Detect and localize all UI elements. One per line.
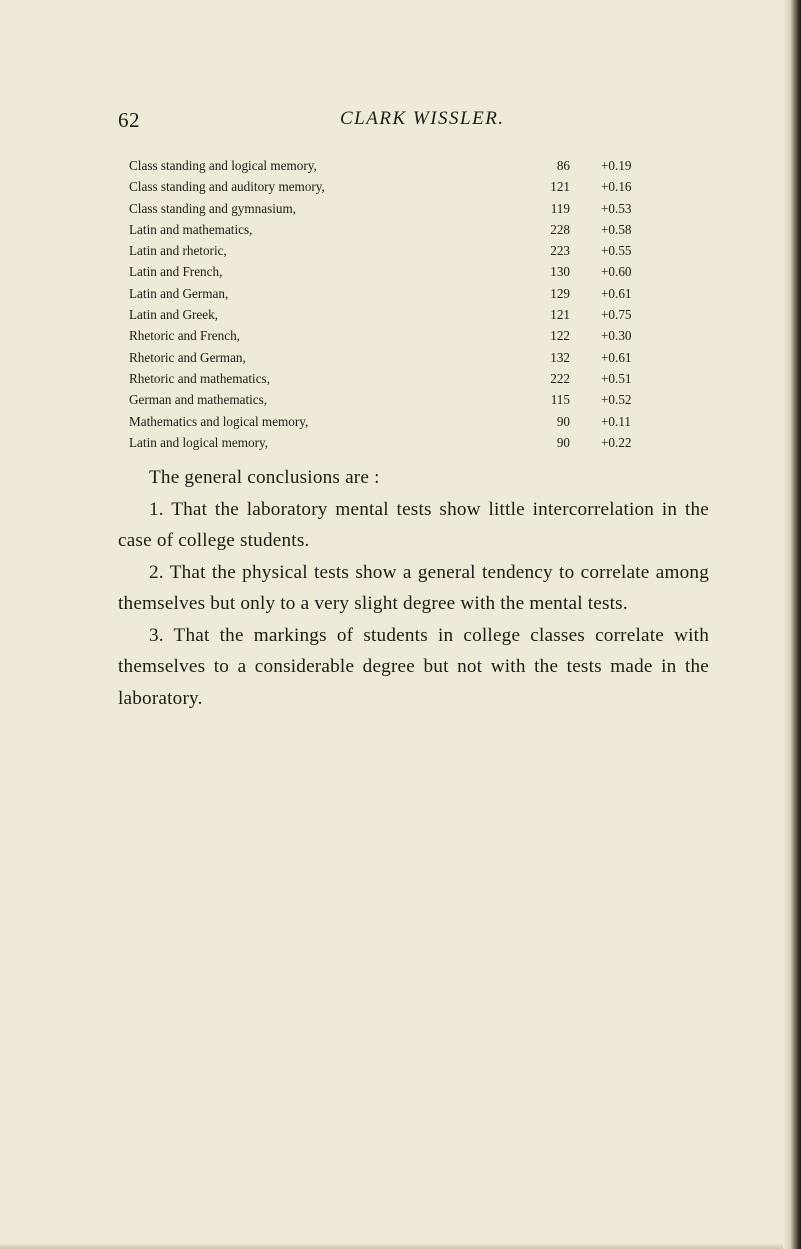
table-row: [129, 389, 694, 410]
row-label: Latin and logical memory,: [129, 434, 269, 450]
row-coefficient: +0.30: [601, 328, 632, 344]
row-label: Latin and mathematics,: [129, 221, 253, 237]
row-coefficient: +0.11: [601, 413, 632, 429]
row-label: Latin and French,: [129, 264, 223, 280]
row-number: 119: [550, 200, 570, 216]
table-row: [129, 347, 694, 368]
row-number: 223: [550, 243, 570, 259]
row-label: Latin and rhetoric,: [129, 243, 227, 259]
row-label: Class standing and auditory memory,: [129, 179, 325, 195]
page-header: [118, 108, 708, 138]
row-number: 132: [550, 349, 570, 365]
table-row: [129, 261, 694, 282]
row-coefficient: +0.51: [601, 370, 632, 386]
row-number: 129: [550, 285, 570, 301]
page-bottom-edge: [0, 1243, 783, 1249]
table-row: [129, 325, 694, 346]
conclusion-item: 3. That the markings of students in college classes correlate with themselves to a considerable degree but not with the tests made in the laboratory.: [118, 624, 709, 709]
row-label: Latin and German,: [129, 285, 229, 301]
row-coefficient: +0.53: [601, 200, 632, 216]
row-number: 90: [556, 434, 570, 450]
row-coefficient: +0.61: [601, 349, 632, 365]
row-label: Latin and Greek,: [129, 307, 218, 323]
table-row: [129, 198, 694, 219]
row-coefficient: +0.16: [601, 179, 632, 195]
page-edge-shadow: [783, 0, 801, 1249]
correlation-table: [129, 155, 694, 453]
row-coefficient: +0.61: [601, 285, 632, 301]
row-number: 121: [550, 179, 570, 195]
row-coefficient: +0.55: [601, 243, 632, 259]
table-row: [129, 240, 694, 261]
row-number: 222: [550, 370, 570, 386]
table-row: [129, 176, 694, 197]
row-coefficient: +0.75: [601, 307, 632, 323]
conclusion-item: 2. That the physical tests show a general tendency to correlate among themselves but only to a very slight degree with the mental tests.: [118, 561, 709, 614]
table-row: [129, 432, 694, 453]
row-label: Mathematics and logical memory,: [129, 413, 309, 429]
table-row: [129, 283, 694, 304]
conclusion-item: 1. That the laboratory mental tests show little intercorrelation in the case of college students.: [118, 498, 709, 551]
row-label: German and mathematics,: [129, 392, 268, 408]
row-coefficient: +0.22: [601, 434, 632, 450]
row-number: 130: [550, 264, 570, 280]
row-label: Class standing and gymnasium,: [129, 200, 297, 216]
page-number: 62: [118, 108, 140, 132]
row-coefficient: +0.52: [601, 392, 632, 408]
row-label: Rhetoric and mathematics,: [129, 370, 270, 386]
row-coefficient: +0.60: [601, 264, 632, 280]
conclusions-section: [118, 462, 709, 714]
row-label: Rhetoric and German,: [129, 349, 246, 365]
row-number: 228: [550, 221, 570, 237]
row-coefficient: +0.58: [601, 221, 632, 237]
table-row: [129, 219, 694, 240]
conclusions-intro: The general conclusions are :: [149, 467, 380, 488]
row-number: 121: [550, 307, 570, 323]
row-number: 115: [550, 392, 570, 408]
table-row: [129, 304, 694, 325]
row-coefficient: +0.19: [601, 158, 632, 173]
row-label: Class standing and logical memory,: [129, 158, 317, 173]
row-number: 122: [550, 328, 570, 344]
table-row: [129, 411, 694, 432]
row-number: 90: [556, 413, 570, 429]
running-head: CLARK WISSLER.: [340, 108, 505, 129]
table-row: [129, 368, 694, 389]
table-row: [129, 155, 694, 176]
row-label: Rhetoric and French,: [129, 328, 240, 344]
row-number: 86: [556, 158, 570, 173]
